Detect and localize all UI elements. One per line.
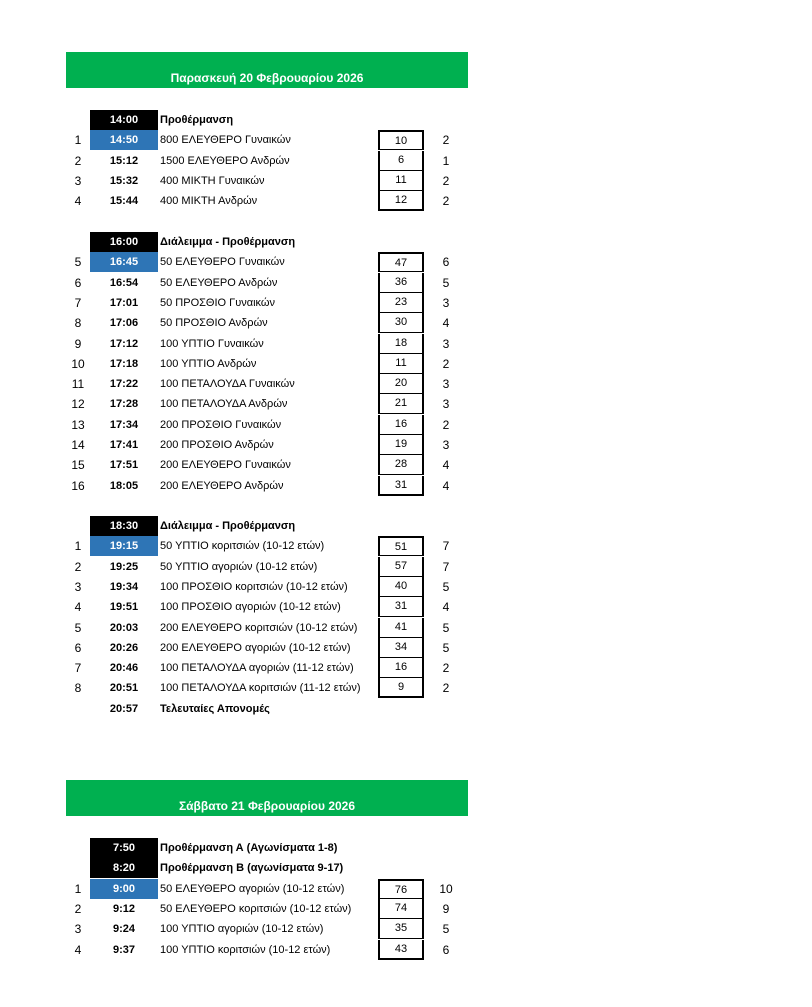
entries-count: 47 — [378, 252, 424, 272]
heats-count: 2 — [442, 173, 450, 188]
day-header: Σάββατο 21 Φεβρουαρίου 2026 — [66, 780, 468, 816]
event-number: 3 — [74, 173, 82, 188]
event-time: 16:45 — [90, 252, 158, 272]
event-number: 3 — [74, 922, 82, 937]
event-time: 15:44 — [109, 195, 139, 208]
heats-count: 6 — [442, 255, 450, 270]
session-title: Προθέρμανση — [160, 114, 234, 126]
event-time: 19:15 — [90, 536, 158, 556]
event-name: 200 ΕΛΕΥΘΕΡΟ Γυναικών — [160, 459, 291, 472]
event-time: 17:41 — [109, 439, 139, 451]
heats-count: 5 — [442, 579, 450, 594]
event-row — [0, 577, 812, 597]
event-number: 14 — [71, 438, 85, 452]
event-number: 15 — [71, 458, 85, 473]
event-name: 200 ΠΡΟΣΘΙΟ Γυναικών — [160, 418, 282, 431]
heats-count: 3 — [442, 295, 450, 310]
event-name: 400 ΜΙΚΤΗ Γυναικών — [160, 174, 265, 187]
heats-count: 2 — [442, 661, 450, 676]
event-number: 4 — [74, 194, 82, 209]
event-row — [0, 151, 812, 171]
entries-count: 40 — [378, 577, 424, 597]
entries-count: 51 — [378, 536, 424, 556]
event-name: 50 ΕΛΕΥΘΕΡΟ κοριτσιών (10-12 ετών) — [160, 902, 352, 915]
heats-count: 3 — [442, 336, 450, 351]
event-name: 200 ΕΛΕΥΘΕΡΟ Ανδρών — [160, 479, 284, 492]
entries-count: 31 — [378, 476, 424, 496]
event-name: 100 ΥΠΤΙΟ Γυναικών — [160, 337, 264, 350]
event-number: 6 — [74, 275, 82, 290]
event-row — [0, 415, 812, 435]
entries-count: 35 — [378, 919, 424, 939]
entries-count: 31 — [378, 597, 424, 617]
event-name: 400 ΜΙΚΤΗ Ανδρών — [160, 195, 258, 208]
heats-count: 5 — [442, 275, 450, 290]
event-time: 17:34 — [109, 418, 139, 431]
event-number: 2 — [74, 901, 82, 916]
event-time: 20:46 — [109, 662, 139, 675]
heats-count: 3 — [442, 377, 450, 392]
event-name: 50 ΕΛΕΥΘΕΡΟ Ανδρών — [160, 276, 278, 289]
event-row — [0, 171, 812, 191]
heats-count: 4 — [442, 478, 450, 493]
event-name: 100 ΠΕΤΑΛΟΥΔΑ αγοριών (11-12 ετών) — [160, 662, 354, 675]
entries-count: 28 — [378, 455, 424, 475]
event-time: 17:18 — [109, 357, 139, 370]
event-time: 9:00 — [90, 879, 158, 899]
closing-label: Τελευταίες Απονομές — [160, 702, 270, 715]
event-time: 19:25 — [109, 560, 139, 573]
heats-count: 5 — [442, 620, 450, 635]
event-time: 15:32 — [109, 174, 139, 187]
event-time: 16:54 — [109, 276, 139, 289]
entries-count: 30 — [378, 313, 424, 333]
event-name: 50 ΕΛΕΥΘΕΡΟ αγοριών (10-12 ετών) — [160, 882, 345, 895]
entries-count: 19 — [378, 435, 424, 455]
event-name: 200 ΕΛΕΥΘΕΡΟ κοριτσιών (10-12 ετών) — [160, 621, 358, 634]
event-number: 7 — [74, 661, 82, 676]
entries-count: 16 — [378, 658, 424, 678]
event-row — [0, 313, 812, 333]
event-number: 5 — [74, 620, 82, 635]
heats-count: 1 — [442, 153, 450, 168]
event-time: 20:03 — [109, 621, 139, 634]
event-time: 15:12 — [109, 154, 139, 167]
event-time: 20:26 — [109, 641, 139, 654]
event-time: 17:12 — [109, 337, 139, 350]
event-number: 11 — [71, 377, 85, 392]
entries-count: 34 — [378, 638, 424, 658]
closing-time: 20:57 — [109, 702, 139, 715]
heats-count: 10 — [439, 881, 453, 896]
event-time: 18:05 — [109, 479, 139, 492]
heats-count: 3 — [442, 397, 450, 412]
event-number: 1 — [74, 539, 82, 554]
heats-count: 6 — [442, 942, 450, 957]
entries-count: 57 — [378, 557, 424, 577]
event-time: 17:01 — [109, 296, 139, 309]
event-number: 5 — [74, 255, 82, 270]
event-name: 100 ΠΕΤΑΛΟΥΔΑ Γυναικών — [160, 378, 295, 391]
event-name: 100 ΠΡΟΣΘΙΟ αγοριών (10-12 ετών) — [160, 601, 341, 614]
session-header-row — [0, 232, 812, 252]
heats-count: 7 — [442, 559, 450, 574]
event-row — [0, 940, 812, 960]
event-name: 50 ΥΠΤΙΟ αγοριών (10-12 ετών) — [160, 560, 318, 573]
event-name: 50 ΠΡΟΣΘΙΟ Γυναικών — [160, 296, 275, 309]
event-row — [0, 293, 812, 313]
heats-count: 5 — [442, 922, 450, 937]
event-time: 17:51 — [109, 459, 139, 472]
session-title: Διάλειμμα - Προθέρμανση — [160, 520, 296, 532]
entries-count: 10 — [378, 130, 424, 150]
event-row — [0, 252, 812, 272]
session-header-row — [0, 838, 812, 858]
event-time: 17:06 — [109, 317, 139, 330]
event-time: 17:22 — [109, 378, 139, 391]
event-number: 1 — [74, 881, 82, 896]
entries-count: 43 — [378, 940, 424, 960]
event-time: 9:24 — [112, 923, 136, 936]
event-number: 1 — [74, 133, 82, 148]
event-number: 3 — [74, 579, 82, 594]
event-row — [0, 374, 812, 394]
event-time: 20:51 — [109, 682, 139, 695]
entries-count: 76 — [378, 879, 424, 899]
entries-count: 41 — [378, 618, 424, 638]
heats-count: 7 — [442, 539, 450, 554]
entries-count: 11 — [378, 354, 424, 374]
session-header-row — [0, 110, 812, 130]
heats-count: 2 — [442, 356, 450, 371]
event-number: 16 — [71, 478, 85, 493]
event-row — [0, 455, 812, 475]
heats-count: 9 — [442, 901, 450, 916]
event-time: 9:37 — [112, 943, 136, 956]
event-row — [0, 658, 812, 678]
event-number: 8 — [74, 316, 82, 331]
entries-count: 21 — [378, 394, 424, 414]
event-row — [0, 879, 812, 899]
event-row — [0, 435, 812, 455]
session-start-time: 7:50 — [90, 838, 158, 858]
entries-count: 9 — [378, 678, 424, 698]
event-time: 19:34 — [109, 580, 139, 593]
event-row — [0, 273, 812, 293]
event-name: 100 ΥΠΤΙΟ Ανδρών — [160, 357, 257, 370]
event-name: 50 ΠΡΟΣΘΙΟ Ανδρών — [160, 317, 268, 330]
event-name: 100 ΠΡΟΣΘΙΟ κοριτσιών (10-12 ετών) — [160, 580, 348, 593]
session-title: Προθέρμανση Β (αγωνίσματα 9-17) — [160, 862, 344, 875]
event-number: 4 — [74, 942, 82, 957]
entries-count: 6 — [378, 151, 424, 171]
entries-count: 36 — [378, 273, 424, 293]
session-header-row — [0, 858, 812, 878]
event-name: 100 ΠΕΤΑΛΟΥΔΑ κοριτσιών (11-12 ετών) — [160, 682, 361, 695]
entries-count: 12 — [378, 191, 424, 211]
entries-count: 23 — [378, 293, 424, 313]
event-row — [0, 394, 812, 414]
session-start-time: 16:00 — [90, 232, 158, 252]
day-header: Παρασκευή 20 Φεβρουαρίου 2026 — [66, 52, 468, 88]
event-time: 17:28 — [109, 398, 139, 411]
heats-count: 2 — [442, 133, 450, 148]
event-number: 13 — [71, 417, 85, 432]
event-row — [0, 557, 812, 577]
event-time: 9:12 — [112, 902, 136, 915]
event-number: 10 — [71, 356, 85, 371]
entries-count: 18 — [378, 334, 424, 354]
event-row — [0, 618, 812, 638]
session-start-time: 8:20 — [90, 858, 158, 878]
heats-count: 2 — [442, 681, 450, 696]
event-time: 19:51 — [109, 601, 139, 614]
event-row — [0, 130, 812, 150]
session-start-time: 18:30 — [90, 516, 158, 536]
entries-count: 16 — [378, 415, 424, 435]
session-title: Διάλειμμα - Προθέρμανση — [160, 236, 296, 248]
event-name: 50 ΥΠΤΙΟ κοριτσιών (10-12 ετών) — [160, 540, 325, 553]
event-name: 100 ΥΠΤΙΟ αγοριών (10-12 ετών) — [160, 923, 324, 936]
entries-count: 20 — [378, 374, 424, 394]
event-number: 2 — [74, 153, 82, 168]
entries-count: 11 — [378, 171, 424, 191]
event-number: 6 — [74, 640, 82, 655]
event-number: 7 — [74, 295, 82, 310]
heats-count: 4 — [442, 600, 450, 615]
event-row — [0, 476, 812, 496]
event-row — [0, 597, 812, 617]
session-title: Προθέρμανση Α (Αγωνίσματα 1-8) — [160, 842, 338, 854]
session-header-row — [0, 516, 812, 536]
event-name: 200 ΕΛΕΥΘΕΡΟ αγοριών (10-12 ετών) — [160, 641, 351, 654]
heats-count: 2 — [442, 417, 450, 432]
heats-count: 3 — [442, 438, 450, 452]
event-name: 100 ΠΕΤΑΛΟΥΔΑ Ανδρών — [160, 398, 288, 411]
event-name: 200 ΠΡΟΣΘΙΟ Ανδρών — [160, 439, 274, 451]
event-row — [0, 638, 812, 658]
event-row — [0, 899, 812, 919]
event-number: 12 — [71, 397, 85, 412]
event-name: 100 ΥΠΤΙΟ κοριτσιών (10-12 ετών) — [160, 943, 331, 956]
event-number: 9 — [74, 336, 82, 351]
entries-count: 74 — [378, 899, 424, 919]
event-row — [0, 919, 812, 939]
heats-count: 4 — [442, 316, 450, 331]
heats-count: 5 — [442, 640, 450, 655]
event-row — [0, 678, 812, 698]
event-row — [0, 334, 812, 354]
event-row — [0, 354, 812, 374]
heats-count: 4 — [442, 458, 450, 473]
event-time: 14:50 — [90, 130, 158, 150]
event-number: 4 — [74, 600, 82, 615]
event-number: 2 — [74, 559, 82, 574]
heats-count: 2 — [442, 194, 450, 209]
event-row — [0, 536, 812, 556]
event-name: 1500 ΕΛΕΥΘΕΡΟ Ανδρών — [160, 154, 290, 167]
closing-row — [0, 699, 812, 719]
event-name: 800 ΕΛΕΥΘΕΡΟ Γυναικών — [160, 134, 291, 147]
session-start-time: 14:00 — [90, 110, 158, 130]
event-row — [0, 191, 812, 211]
event-number: 8 — [74, 681, 82, 696]
event-name: 50 ΕΛΕΥΘΕΡΟ Γυναικών — [160, 256, 285, 269]
